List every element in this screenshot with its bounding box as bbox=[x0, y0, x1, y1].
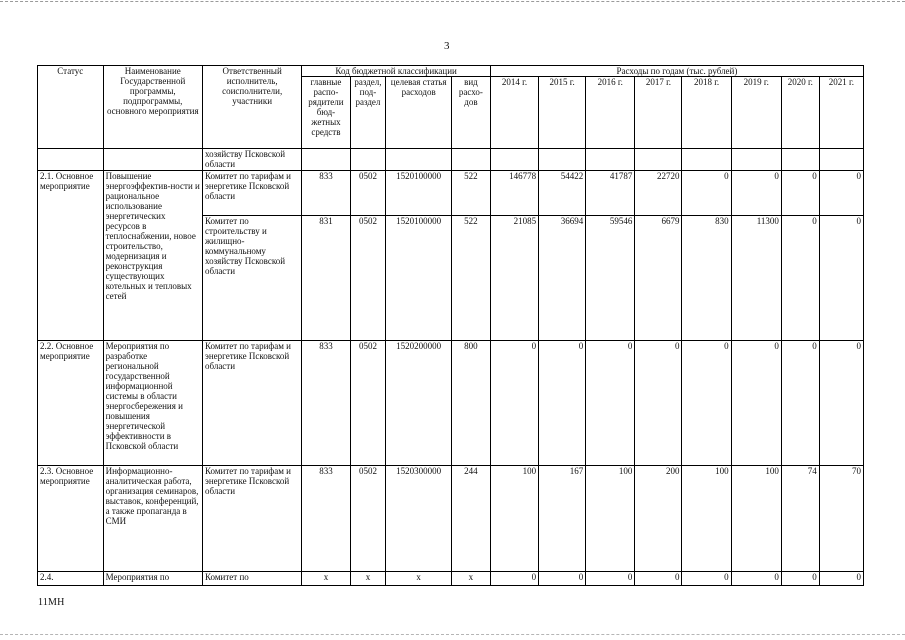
grbs-cell: 833 bbox=[302, 466, 350, 572]
header-year: 2019 г. bbox=[731, 77, 781, 149]
target-cell: 1520300000 bbox=[386, 466, 452, 572]
value-cell: 0 bbox=[781, 216, 819, 341]
value-cell: 0 bbox=[781, 572, 819, 586]
value-cell: 100 bbox=[490, 466, 538, 572]
footer-code: 11МН bbox=[38, 597, 65, 608]
target-cell: х bbox=[386, 572, 452, 586]
type-cell: 244 bbox=[451, 466, 490, 572]
value-cell: 0 bbox=[586, 341, 635, 466]
table-row bbox=[38, 572, 864, 586]
executor-cell: Комитет по тарифам и энергетике Псковской области bbox=[202, 466, 301, 572]
name-cell: Повышение энергоэффектив-ности и рациональное использование энергетических ресурсов в теплоснабжении, новое строительство, модернизация и реконструкция существующих котельных и тепловых сетей bbox=[103, 171, 202, 341]
value-cell: 0 bbox=[682, 171, 731, 216]
value-cell: 0 bbox=[819, 572, 863, 586]
header-year: 2021 г. bbox=[819, 77, 863, 149]
value-cell: 0 bbox=[682, 572, 731, 586]
target-cell: 1520100000 bbox=[386, 171, 452, 216]
target-cell: 1520200000 bbox=[386, 341, 452, 466]
value-cell: 830 bbox=[682, 216, 731, 341]
value-cell: 0 bbox=[731, 341, 781, 466]
section-cell: 0502 bbox=[350, 466, 386, 572]
header-budget-code: Код бюджетной классификации bbox=[302, 66, 491, 77]
value-cell: 0 bbox=[682, 341, 731, 466]
value-cell: 100 bbox=[586, 466, 635, 572]
table-row bbox=[38, 149, 864, 171]
name-cell: Информационно-аналитическая работа, организация семинаров, выставок, конференций, а также пропаганда в СМИ bbox=[103, 466, 202, 572]
header-type: вид расхо-дов bbox=[451, 77, 490, 149]
header-section: раздел, под-раздел bbox=[350, 77, 386, 149]
header-year: 2016 г. bbox=[586, 77, 635, 149]
value-cell: 0 bbox=[490, 572, 538, 586]
type-cell: 522 bbox=[451, 216, 490, 341]
value-cell: 70 bbox=[819, 466, 863, 572]
table-row bbox=[38, 341, 864, 466]
grbs-cell: 833 bbox=[302, 171, 350, 216]
name-cell bbox=[103, 149, 202, 171]
bottom-edge-line bbox=[0, 634, 905, 635]
budget-table bbox=[37, 65, 864, 586]
value-cell: 21085 bbox=[490, 216, 538, 341]
header-grbs: главные распо-рядители бюд-жетных средств bbox=[302, 77, 350, 149]
header-year: 2014 г. bbox=[490, 77, 538, 149]
grbs-cell: 833 bbox=[302, 341, 350, 466]
value-cell: 0 bbox=[819, 171, 863, 216]
value-cell: 74 bbox=[781, 466, 819, 572]
executor-cell: Комитет по тарифам и энергетике Псковской области bbox=[202, 171, 301, 216]
page-number: 3 bbox=[444, 40, 450, 52]
value-cell: 36694 bbox=[539, 216, 586, 341]
header-target: целевая статья расходов bbox=[386, 77, 452, 149]
value-cell: 59546 bbox=[586, 216, 635, 341]
section-cell: х bbox=[350, 572, 386, 586]
header-year: 2020 г. bbox=[781, 77, 819, 149]
executor-cell: Комитет по bbox=[202, 572, 301, 586]
type-cell: 800 bbox=[451, 341, 490, 466]
value-cell: 100 bbox=[731, 466, 781, 572]
table-row bbox=[38, 466, 864, 572]
value-cell: 0 bbox=[781, 171, 819, 216]
header-year: 2017 г. bbox=[635, 77, 682, 149]
status-cell: 2.4. bbox=[38, 572, 104, 586]
value-cell: 0 bbox=[635, 341, 682, 466]
value-cell: 0 bbox=[731, 171, 781, 216]
header-year: 2015 г. bbox=[539, 77, 586, 149]
value-cell: 100 bbox=[682, 466, 731, 572]
status-cell: 2.3. Основное мероприятие bbox=[38, 466, 104, 572]
value-cell: 0 bbox=[586, 572, 635, 586]
header-executor: Ответственный исполнитель, соисполнители, участники bbox=[202, 66, 301, 149]
status-cell bbox=[38, 149, 104, 171]
type-cell: 522 bbox=[451, 171, 490, 216]
section-cell: 0502 bbox=[350, 216, 386, 341]
grbs-cell: х bbox=[302, 572, 350, 586]
value-cell: 0 bbox=[781, 341, 819, 466]
target-cell: 1520100000 bbox=[386, 216, 452, 341]
value-cell: 200 bbox=[635, 466, 682, 572]
value-cell: 41787 bbox=[586, 171, 635, 216]
value-cell: 54422 bbox=[539, 171, 586, 216]
status-cell: 2.2. Основное мероприятие bbox=[38, 341, 104, 466]
header-year: 2018 г. bbox=[682, 77, 731, 149]
status-cell: 2.1. Основное мероприятие bbox=[38, 171, 104, 341]
value-cell: 0 bbox=[731, 572, 781, 586]
grbs-cell: 831 bbox=[302, 216, 350, 341]
value-cell: 0 bbox=[819, 216, 863, 341]
header-expenses: Расходы по годам (тыс. рублей) bbox=[490, 66, 863, 77]
value-cell: 0 bbox=[490, 341, 538, 466]
value-cell: 0 bbox=[539, 572, 586, 586]
name-cell: Мероприятия по разработке региональной государственной информационной системы в области энергосбережения и повышения энергетической эффективности в Псковской области bbox=[103, 341, 202, 466]
section-cell: 0502 bbox=[350, 171, 386, 216]
value-cell: 146778 bbox=[490, 171, 538, 216]
value-cell: 167 bbox=[539, 466, 586, 572]
table-row bbox=[38, 171, 864, 216]
name-cell: Мероприятия по bbox=[103, 572, 202, 586]
executor-cell: Комитет по тарифам и энергетике Псковской области bbox=[202, 341, 301, 466]
value-cell: 0 bbox=[819, 341, 863, 466]
executor-cell: Комитет по строительству и жилищно-коммунальному хозяйству Псковской области bbox=[202, 216, 301, 341]
value-cell: 0 bbox=[635, 572, 682, 586]
value-cell: 0 bbox=[539, 341, 586, 466]
value-cell: 6679 bbox=[635, 216, 682, 341]
type-cell: х bbox=[451, 572, 490, 586]
value-cell: 11300 bbox=[731, 216, 781, 341]
value-cell: 22720 bbox=[635, 171, 682, 216]
executor-cell: хозяйству Псковской области bbox=[202, 149, 301, 171]
header-name: Наименование Государственной программы, подпрограммы, основного мероприятия bbox=[103, 66, 202, 149]
top-edge-line bbox=[0, 1, 905, 2]
section-cell: 0502 bbox=[350, 341, 386, 466]
header-status: Статус bbox=[38, 66, 104, 149]
